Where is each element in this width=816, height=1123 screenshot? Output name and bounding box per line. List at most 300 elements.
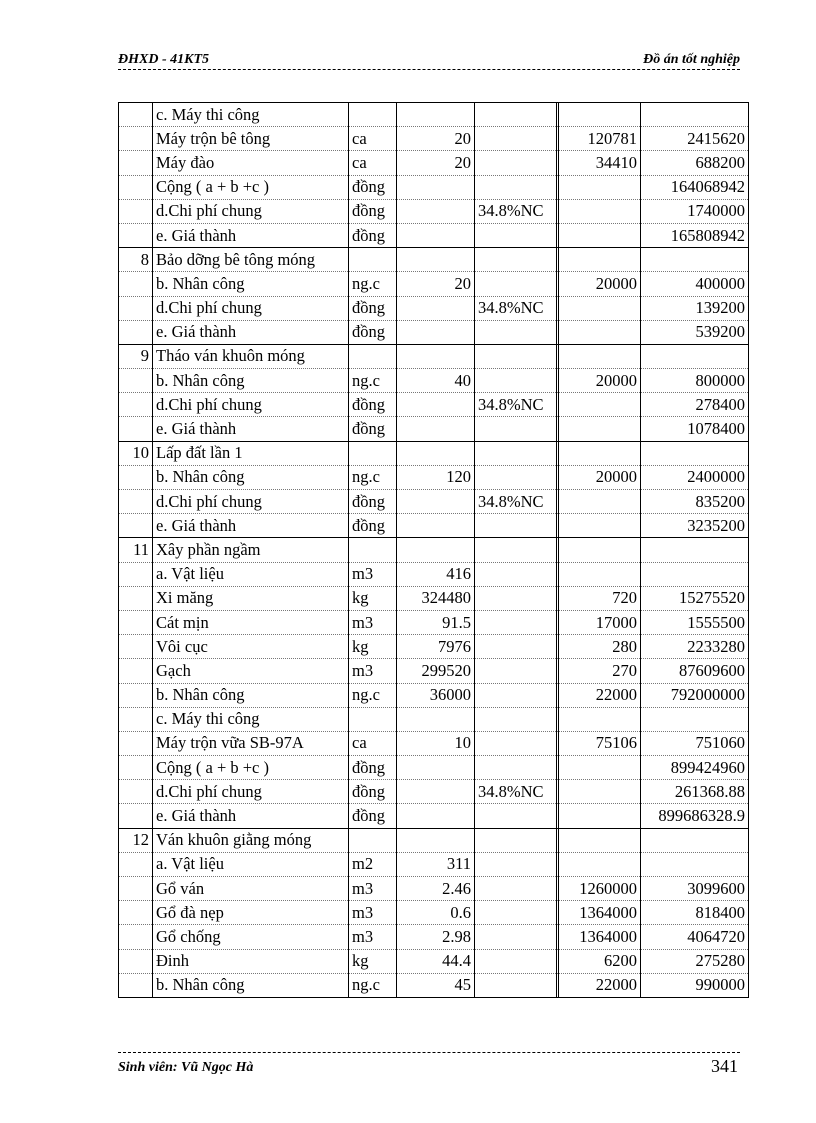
unit-price-cell: [559, 828, 641, 852]
row-number-cell: 9: [119, 344, 153, 368]
table-row: [119, 901, 749, 925]
amount-cell: [641, 344, 749, 368]
quantity-cell: 2.98: [397, 925, 475, 949]
amount-cell: [641, 707, 749, 731]
rate-cell: [475, 756, 557, 780]
unit-price-cell: [559, 852, 641, 876]
table-row: [119, 659, 749, 683]
amount-cell: 1555500: [641, 610, 749, 634]
unit-cell: đồng: [349, 296, 397, 320]
unit-cell: đồng: [349, 490, 397, 514]
unit-price-cell: 1260000: [559, 877, 641, 901]
quantity-cell: [397, 756, 475, 780]
rate-cell: [475, 707, 557, 731]
unit-cell: đồng: [349, 756, 397, 780]
item-name-cell: Cộng ( a + b +c ): [153, 756, 349, 780]
unit-price-cell: [559, 223, 641, 247]
table-row: [119, 828, 749, 852]
amount-cell: 2233280: [641, 635, 749, 659]
rate-cell: [475, 127, 557, 151]
row-number-cell: [119, 707, 153, 731]
rate-cell: [475, 828, 557, 852]
item-name-cell: Cát mịn: [153, 610, 349, 634]
table-row: [119, 199, 749, 223]
row-number-cell: [119, 465, 153, 489]
quantity-cell: [397, 441, 475, 465]
amount-cell: [641, 103, 749, 127]
amount-cell: 1740000: [641, 199, 749, 223]
row-number-cell: [119, 949, 153, 973]
quantity-cell: [397, 828, 475, 852]
unit-cell: đồng: [349, 514, 397, 538]
amount-cell: [641, 248, 749, 272]
rate-cell: 34.8%NC: [475, 296, 557, 320]
quantity-cell: [397, 103, 475, 127]
unit-price-cell: [559, 538, 641, 562]
page-footer: [118, 1050, 740, 1080]
amount-cell: 400000: [641, 272, 749, 296]
unit-price-cell: 20000: [559, 272, 641, 296]
quantity-cell: [397, 296, 475, 320]
table-row: [119, 610, 749, 634]
unit-cell: [349, 344, 397, 368]
amount-cell: 278400: [641, 393, 749, 417]
item-name-cell: a. Vật liệu: [153, 852, 349, 876]
page-number: 341: [711, 1056, 738, 1076]
table-row: [119, 344, 749, 368]
item-name-cell: d.Chi phí chung: [153, 490, 349, 514]
unit-cell: ca: [349, 151, 397, 175]
quantity-cell: [397, 780, 475, 804]
unit-cell: đồng: [349, 175, 397, 199]
amount-cell: [641, 852, 749, 876]
unit-cell: đồng: [349, 780, 397, 804]
amount-cell: 899686328.9: [641, 804, 749, 828]
unit-cell: đồng: [349, 223, 397, 247]
unit-price-cell: 20000: [559, 465, 641, 489]
unit-price-cell: [559, 296, 641, 320]
item-name-cell: Máy trộn vữa SB-97A: [153, 731, 349, 755]
unit-cell: [349, 441, 397, 465]
item-name-cell: b. Nhân công: [153, 272, 349, 296]
table-row: [119, 127, 749, 151]
item-name-cell: b. Nhân công: [153, 369, 349, 393]
amount-cell: [641, 441, 749, 465]
header-rule: [118, 69, 740, 70]
item-name-cell: b. Nhân công: [153, 683, 349, 707]
unit-price-cell: 270: [559, 659, 641, 683]
rate-cell: [475, 877, 557, 901]
unit-price-cell: [559, 103, 641, 127]
row-number-cell: [119, 635, 153, 659]
header-right: Đồ án tốt nghiệp: [643, 52, 740, 67]
table-row: [119, 223, 749, 247]
unit-price-cell: [559, 344, 641, 368]
table-row: [119, 175, 749, 199]
quantity-cell: 299520: [397, 659, 475, 683]
rate-cell: [475, 635, 557, 659]
table-row: [119, 562, 749, 586]
rate-cell: [475, 175, 557, 199]
unit-price-cell: [559, 562, 641, 586]
unit-cell: [349, 707, 397, 731]
row-number-cell: [119, 780, 153, 804]
item-name-cell: c. Máy thi công: [153, 103, 349, 127]
amount-cell: [641, 562, 749, 586]
unit-cell: m3: [349, 925, 397, 949]
item-name-cell: a. Vật liệu: [153, 562, 349, 586]
row-number-cell: [119, 973, 153, 997]
quantity-cell: [397, 804, 475, 828]
row-number-cell: 12: [119, 828, 153, 852]
amount-cell: 1078400: [641, 417, 749, 441]
row-number-cell: [119, 852, 153, 876]
rate-cell: [475, 272, 557, 296]
row-number-cell: [119, 393, 153, 417]
item-name-cell: d.Chi phí chung: [153, 296, 349, 320]
rate-cell: [475, 538, 557, 562]
unit-cell: [349, 538, 397, 562]
unit-cell: ng.c: [349, 369, 397, 393]
quantity-cell: 20: [397, 272, 475, 296]
rate-cell: 34.8%NC: [475, 199, 557, 223]
unit-price-cell: [559, 707, 641, 731]
table-row: [119, 272, 749, 296]
item-name-cell: Gạch: [153, 659, 349, 683]
item-name-cell: e. Giá thành: [153, 320, 349, 344]
table-row: [119, 103, 749, 127]
amount-cell: 539200: [641, 320, 749, 344]
table-row: [119, 683, 749, 707]
amount-cell: 2415620: [641, 127, 749, 151]
amount-cell: 751060: [641, 731, 749, 755]
unit-price-cell: [559, 320, 641, 344]
amount-cell: 800000: [641, 369, 749, 393]
rate-cell: [475, 369, 557, 393]
unit-price-cell: [559, 514, 641, 538]
rate-cell: [475, 223, 557, 247]
quantity-cell: 20: [397, 151, 475, 175]
unit-cell: kg: [349, 949, 397, 973]
table-row: [119, 465, 749, 489]
item-name-cell: e. Giá thành: [153, 804, 349, 828]
unit-price-cell: 6200: [559, 949, 641, 973]
item-name-cell: e. Giá thành: [153, 223, 349, 247]
unit-price-cell: [559, 393, 641, 417]
row-number-cell: [119, 731, 153, 755]
rate-cell: [475, 925, 557, 949]
rate-cell: 34.8%NC: [475, 393, 557, 417]
amount-cell: [641, 828, 749, 852]
unit-cell: [349, 828, 397, 852]
unit-price-cell: [559, 175, 641, 199]
quantity-cell: [397, 344, 475, 368]
amount-cell: 4064720: [641, 925, 749, 949]
row-number-cell: 10: [119, 441, 153, 465]
table-row: [119, 780, 749, 804]
rate-cell: [475, 586, 557, 610]
item-name-cell: Bảo dỡng bê tông móng: [153, 248, 349, 272]
rate-cell: [475, 248, 557, 272]
amount-cell: 139200: [641, 296, 749, 320]
unit-cell: kg: [349, 586, 397, 610]
footer-rule: [118, 1052, 740, 1053]
unit-price-cell: [559, 199, 641, 223]
unit-cell: đồng: [349, 804, 397, 828]
rate-cell: [475, 514, 557, 538]
item-name-cell: Tháo ván khuôn móng: [153, 344, 349, 368]
unit-price-cell: [559, 417, 641, 441]
row-number-cell: [119, 175, 153, 199]
table-row: [119, 635, 749, 659]
rate-cell: [475, 852, 557, 876]
amount-cell: 275280: [641, 949, 749, 973]
row-number-cell: 11: [119, 538, 153, 562]
unit-price-cell: [559, 248, 641, 272]
item-name-cell: Gổ ván: [153, 877, 349, 901]
row-number-cell: [119, 683, 153, 707]
quantity-cell: 120: [397, 465, 475, 489]
unit-cell: [349, 248, 397, 272]
item-name-cell: Lấp đất lần 1: [153, 441, 349, 465]
quantity-cell: [397, 490, 475, 514]
row-number-cell: [119, 223, 153, 247]
rate-cell: [475, 949, 557, 973]
row-number-cell: [119, 369, 153, 393]
amount-cell: 792000000: [641, 683, 749, 707]
rate-cell: [475, 417, 557, 441]
unit-price-cell: [559, 804, 641, 828]
rate-cell: [475, 562, 557, 586]
table-row: [119, 320, 749, 344]
row-number-cell: [119, 562, 153, 586]
table-row: [119, 538, 749, 562]
quantity-cell: 7976: [397, 635, 475, 659]
unit-cell: đồng: [349, 199, 397, 223]
unit-cell: m2: [349, 852, 397, 876]
amount-cell: 835200: [641, 490, 749, 514]
item-name-cell: Vôi cục: [153, 635, 349, 659]
unit-price-cell: 720: [559, 586, 641, 610]
amount-cell: 818400: [641, 901, 749, 925]
row-number-cell: [119, 514, 153, 538]
amount-cell: 165808942: [641, 223, 749, 247]
student-name: Sinh viên: Vũ Ngọc Hà: [118, 1060, 254, 1075]
cost-table: [118, 102, 749, 998]
rate-cell: [475, 465, 557, 489]
row-number-cell: [119, 901, 153, 925]
quantity-cell: [397, 538, 475, 562]
item-name-cell: Đinh: [153, 949, 349, 973]
rate-cell: [475, 659, 557, 683]
quantity-cell: 20: [397, 127, 475, 151]
amount-cell: 261368.88: [641, 780, 749, 804]
item-name-cell: d.Chi phí chung: [153, 780, 349, 804]
rate-cell: [475, 804, 557, 828]
table-row: [119, 393, 749, 417]
quantity-cell: 324480: [397, 586, 475, 610]
quantity-cell: [397, 707, 475, 731]
unit-price-cell: [559, 490, 641, 514]
quantity-cell: 311: [397, 852, 475, 876]
row-number-cell: [119, 804, 153, 828]
amount-cell: 990000: [641, 973, 749, 997]
unit-price-cell: 22000: [559, 973, 641, 997]
item-name-cell: Gổ chống: [153, 925, 349, 949]
row-number-cell: [119, 659, 153, 683]
unit-cell: ng.c: [349, 973, 397, 997]
item-name-cell: Xây phần ngầm: [153, 538, 349, 562]
table-row: [119, 925, 749, 949]
row-number-cell: [119, 586, 153, 610]
item-name-cell: b. Nhân công: [153, 973, 349, 997]
amount-cell: 15275520: [641, 586, 749, 610]
row-number-cell: [119, 320, 153, 344]
item-name-cell: Máy đào: [153, 151, 349, 175]
rate-cell: [475, 901, 557, 925]
rate-cell: [475, 320, 557, 344]
rate-cell: [475, 103, 557, 127]
row-number-cell: [119, 490, 153, 514]
unit-price-cell: 1364000: [559, 901, 641, 925]
amount-cell: 3099600: [641, 877, 749, 901]
unit-cell: m3: [349, 901, 397, 925]
table-row: [119, 756, 749, 780]
page-header: [118, 50, 740, 72]
unit-price-cell: [559, 756, 641, 780]
unit-cell: kg: [349, 635, 397, 659]
table-row: [119, 441, 749, 465]
item-name-cell: b. Nhân công: [153, 465, 349, 489]
rate-cell: [475, 610, 557, 634]
row-number-cell: [119, 103, 153, 127]
row-number-cell: [119, 925, 153, 949]
item-name-cell: Xi măng: [153, 586, 349, 610]
amount-cell: 87609600: [641, 659, 749, 683]
item-name-cell: c. Máy thi công: [153, 707, 349, 731]
header-left: ĐHXD - 41KT5: [118, 52, 209, 67]
row-number-cell: [119, 877, 153, 901]
row-number-cell: [119, 127, 153, 151]
unit-cell: m3: [349, 610, 397, 634]
table-row: [119, 490, 749, 514]
quantity-cell: [397, 223, 475, 247]
quantity-cell: [397, 199, 475, 223]
table-row: [119, 296, 749, 320]
unit-cell: m3: [349, 659, 397, 683]
item-name-cell: Máy trộn bê tông: [153, 127, 349, 151]
amount-cell: 688200: [641, 151, 749, 175]
unit-cell: đồng: [349, 417, 397, 441]
rate-cell: [475, 683, 557, 707]
item-name-cell: d.Chi phí chung: [153, 199, 349, 223]
unit-cell: đồng: [349, 393, 397, 417]
unit-price-cell: 20000: [559, 369, 641, 393]
unit-price-cell: [559, 441, 641, 465]
unit-price-cell: 34410: [559, 151, 641, 175]
unit-cell: m3: [349, 877, 397, 901]
rate-cell: 34.8%NC: [475, 490, 557, 514]
quantity-cell: 40: [397, 369, 475, 393]
unit-cell: đồng: [349, 320, 397, 344]
quantity-cell: 10: [397, 731, 475, 755]
row-number-cell: [119, 272, 153, 296]
unit-price-cell: 22000: [559, 683, 641, 707]
item-name-cell: Gổ đà nẹp: [153, 901, 349, 925]
table-row: [119, 248, 749, 272]
quantity-cell: 416: [397, 562, 475, 586]
rate-cell: [475, 344, 557, 368]
unit-price-cell: 75106: [559, 731, 641, 755]
table-row: [119, 852, 749, 876]
item-name-cell: e. Giá thành: [153, 417, 349, 441]
quantity-cell: 44.4: [397, 949, 475, 973]
quantity-cell: 45: [397, 973, 475, 997]
unit-cell: ca: [349, 127, 397, 151]
table-row: [119, 586, 749, 610]
amount-cell: 899424960: [641, 756, 749, 780]
amount-cell: 2400000: [641, 465, 749, 489]
unit-cell: m3: [349, 562, 397, 586]
quantity-cell: [397, 248, 475, 272]
row-number-cell: 8: [119, 248, 153, 272]
table-row: [119, 707, 749, 731]
row-number-cell: [119, 756, 153, 780]
row-number-cell: [119, 199, 153, 223]
amount-cell: [641, 538, 749, 562]
quantity-cell: [397, 175, 475, 199]
quantity-cell: [397, 393, 475, 417]
rate-cell: [475, 441, 557, 465]
quantity-cell: [397, 514, 475, 538]
table-row: [119, 877, 749, 901]
table-row: [119, 949, 749, 973]
item-name-cell: d.Chi phí chung: [153, 393, 349, 417]
quantity-cell: [397, 320, 475, 344]
unit-price-cell: 120781: [559, 127, 641, 151]
amount-cell: 164068942: [641, 175, 749, 199]
unit-cell: ng.c: [349, 683, 397, 707]
quantity-cell: 2.46: [397, 877, 475, 901]
item-name-cell: Ván khuôn giằng móng: [153, 828, 349, 852]
quantity-cell: [397, 417, 475, 441]
unit-cell: [349, 103, 397, 127]
row-number-cell: [119, 151, 153, 175]
unit-price-cell: 280: [559, 635, 641, 659]
unit-cell: ng.c: [349, 272, 397, 296]
row-number-cell: [119, 610, 153, 634]
unit-price-cell: 1364000: [559, 925, 641, 949]
item-name-cell: e. Giá thành: [153, 514, 349, 538]
table-row: [119, 804, 749, 828]
rate-cell: [475, 731, 557, 755]
rate-cell: [475, 151, 557, 175]
unit-price-cell: [559, 780, 641, 804]
rate-cell: 34.8%NC: [475, 780, 557, 804]
quantity-cell: 36000: [397, 683, 475, 707]
unit-cell: ca: [349, 731, 397, 755]
table-row: [119, 731, 749, 755]
table-row: [119, 973, 749, 997]
amount-cell: 3235200: [641, 514, 749, 538]
table-row: [119, 514, 749, 538]
unit-cell: ng.c: [349, 465, 397, 489]
row-number-cell: [119, 296, 153, 320]
quantity-cell: 0.6: [397, 901, 475, 925]
table-row: [119, 369, 749, 393]
quantity-cell: 91.5: [397, 610, 475, 634]
rate-cell: [475, 973, 557, 997]
